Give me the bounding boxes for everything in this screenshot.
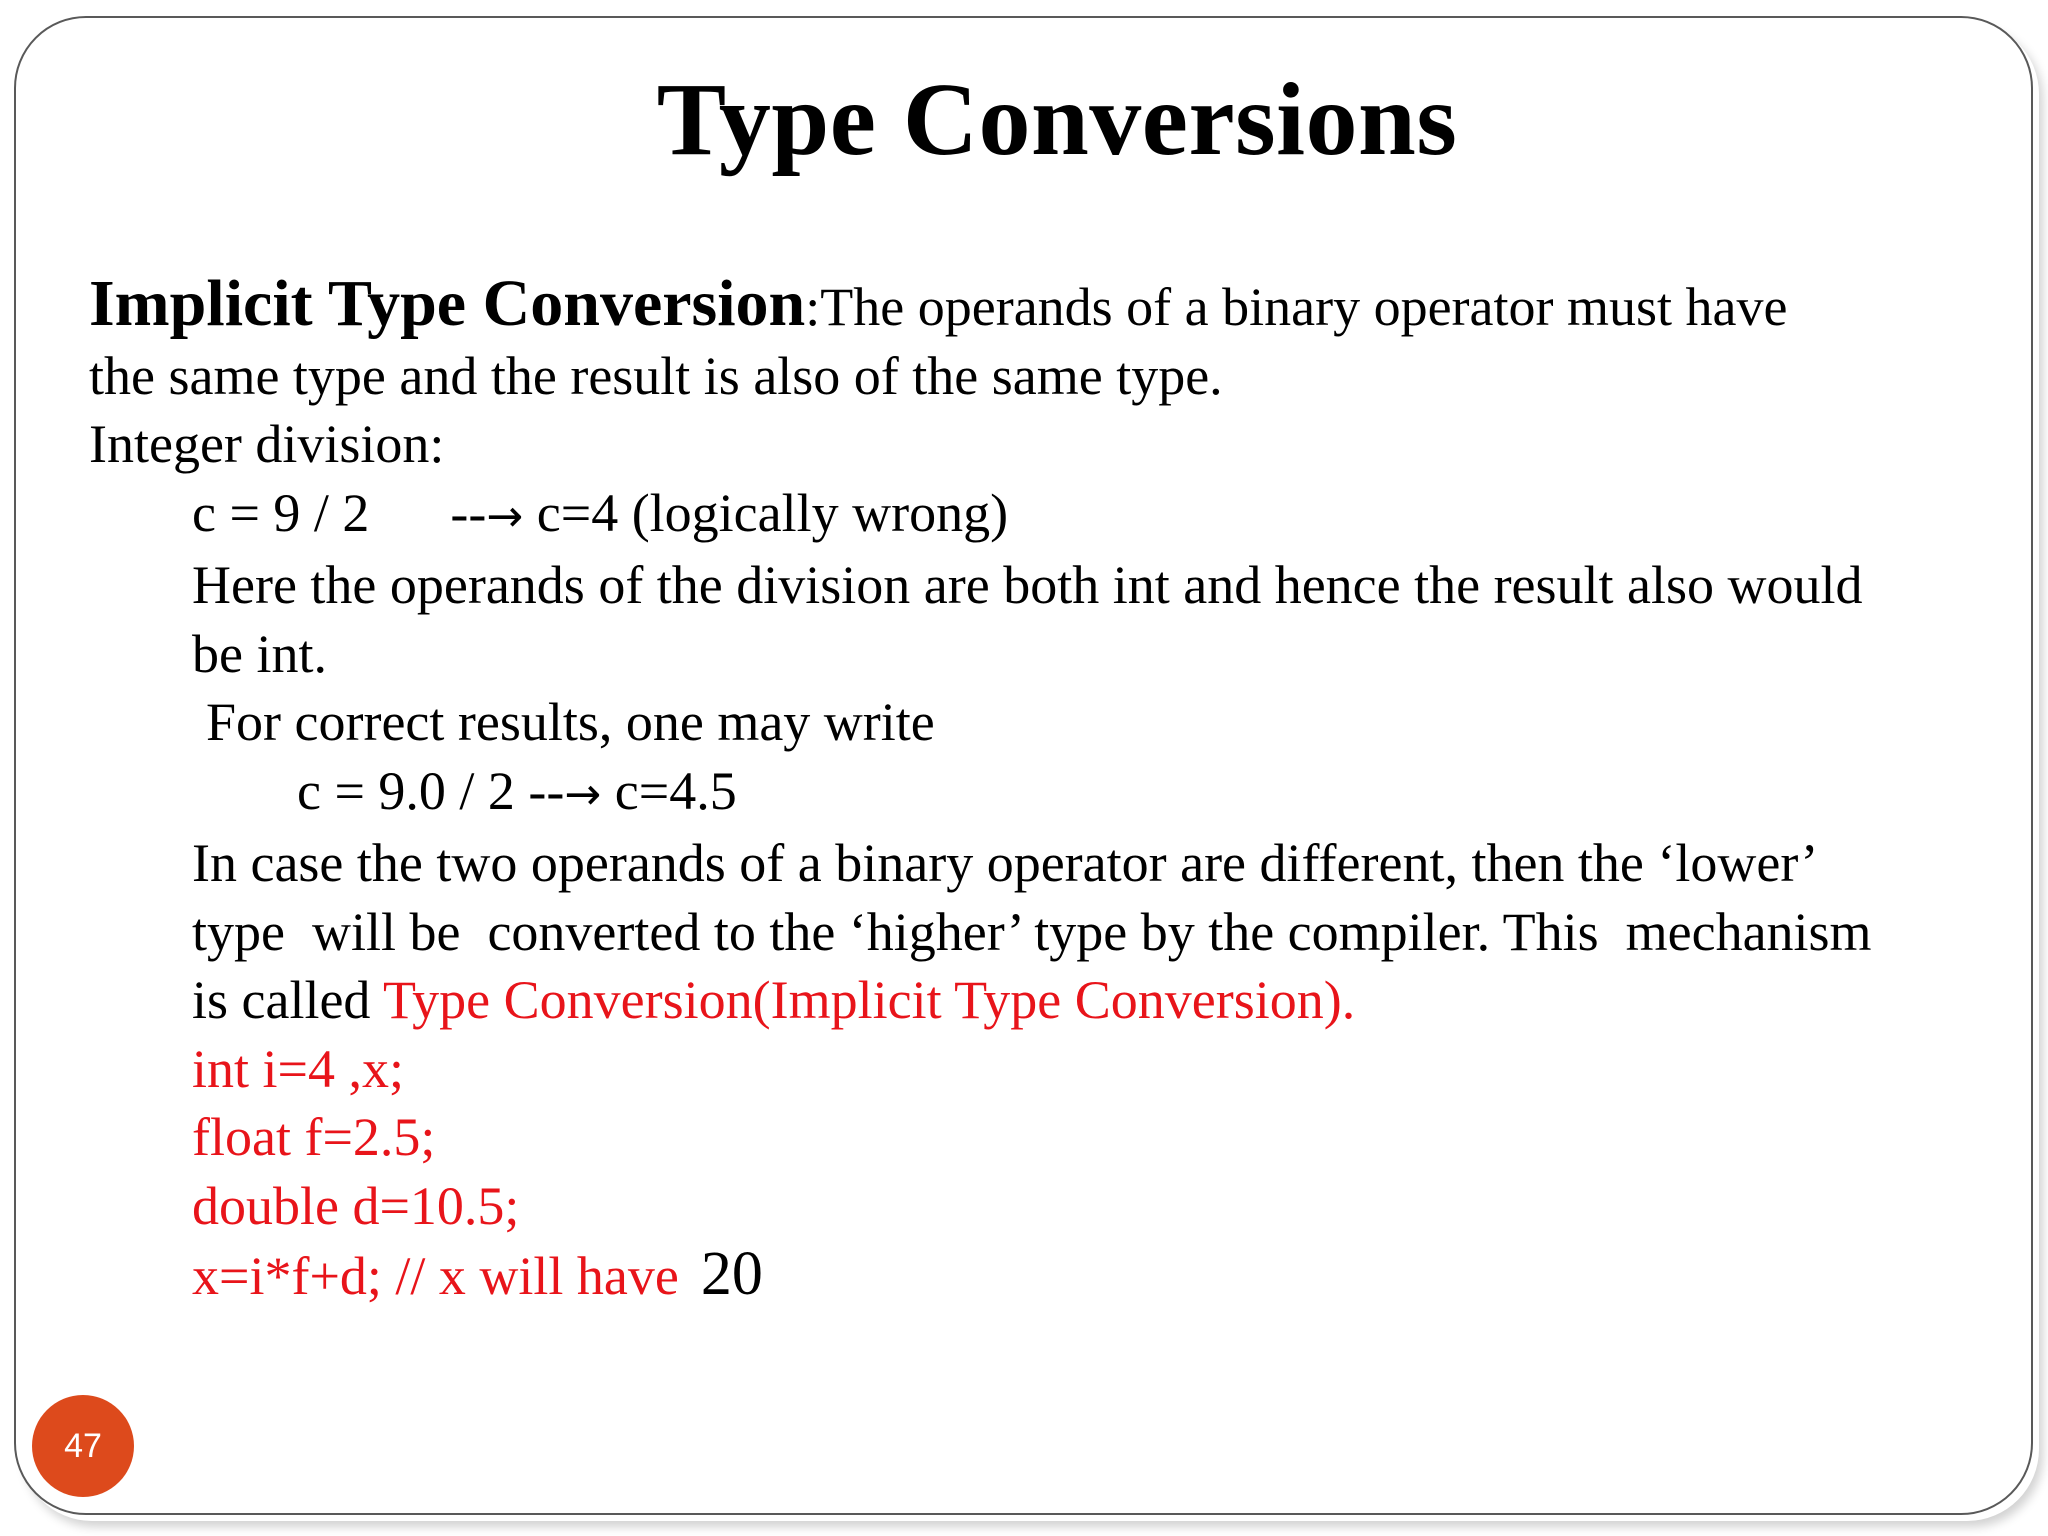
example-1-result: c=4 (logically wrong)	[523, 482, 1009, 543]
slide-title: Type Conversions	[656, 62, 1458, 177]
example-1-expr: c = 9 / 2 --	[192, 482, 487, 543]
section-heading: Implicit Type Conversion	[89, 267, 806, 340]
example-2-expr: c = 9.0 / 2 --	[297, 760, 565, 821]
code-line-1: int i=4 ,x;	[192, 1038, 404, 1099]
explanation-line-1: Here the operands of the division are both int and hence the result also would	[192, 555, 1863, 615]
intro-text: :The operands of a binary operator must have	[805, 277, 1788, 337]
conversion-line-1: In case the two operands of a binary operator are different, then the ‘lower’	[192, 833, 1819, 893]
conversion-line-3	[89, 966, 1989, 1035]
code-line-2: float f=2.5;	[192, 1107, 436, 1167]
type-conversion-term: Type Conversion(Implicit Type Conversion).	[382, 970, 1356, 1030]
right-arrow-icon: →	[486, 490, 524, 542]
conversion-line-3-text: is called	[192, 970, 383, 1030]
correct-results-line: For correct results, one may write	[206, 692, 935, 752]
conversion-line-2: type will be converted to the ‘higher’ type by the compiler. This mechanism	[192, 901, 1872, 962]
code-line-4-text: x=i*f+d; // x will have	[192, 1246, 679, 1306]
example-1	[89, 479, 1989, 552]
intro-line-2: the same type and the result is also of the same type.	[89, 345, 1223, 406]
example-2	[89, 757, 1989, 830]
code-line-3: double d=10.5;	[192, 1175, 520, 1236]
code-line-4	[89, 1240, 1989, 1311]
explanation-line-2: be int.	[192, 623, 327, 684]
intro-line	[89, 267, 1989, 342]
slide-number-badge: 47	[32, 1395, 134, 1497]
right-arrow-icon: →	[564, 768, 602, 820]
example-2-result: c=4.5	[601, 760, 737, 821]
integer-division-label: Integer division:	[89, 414, 445, 474]
code-answer: 20	[700, 1240, 763, 1308]
slide-body	[89, 267, 1989, 1311]
